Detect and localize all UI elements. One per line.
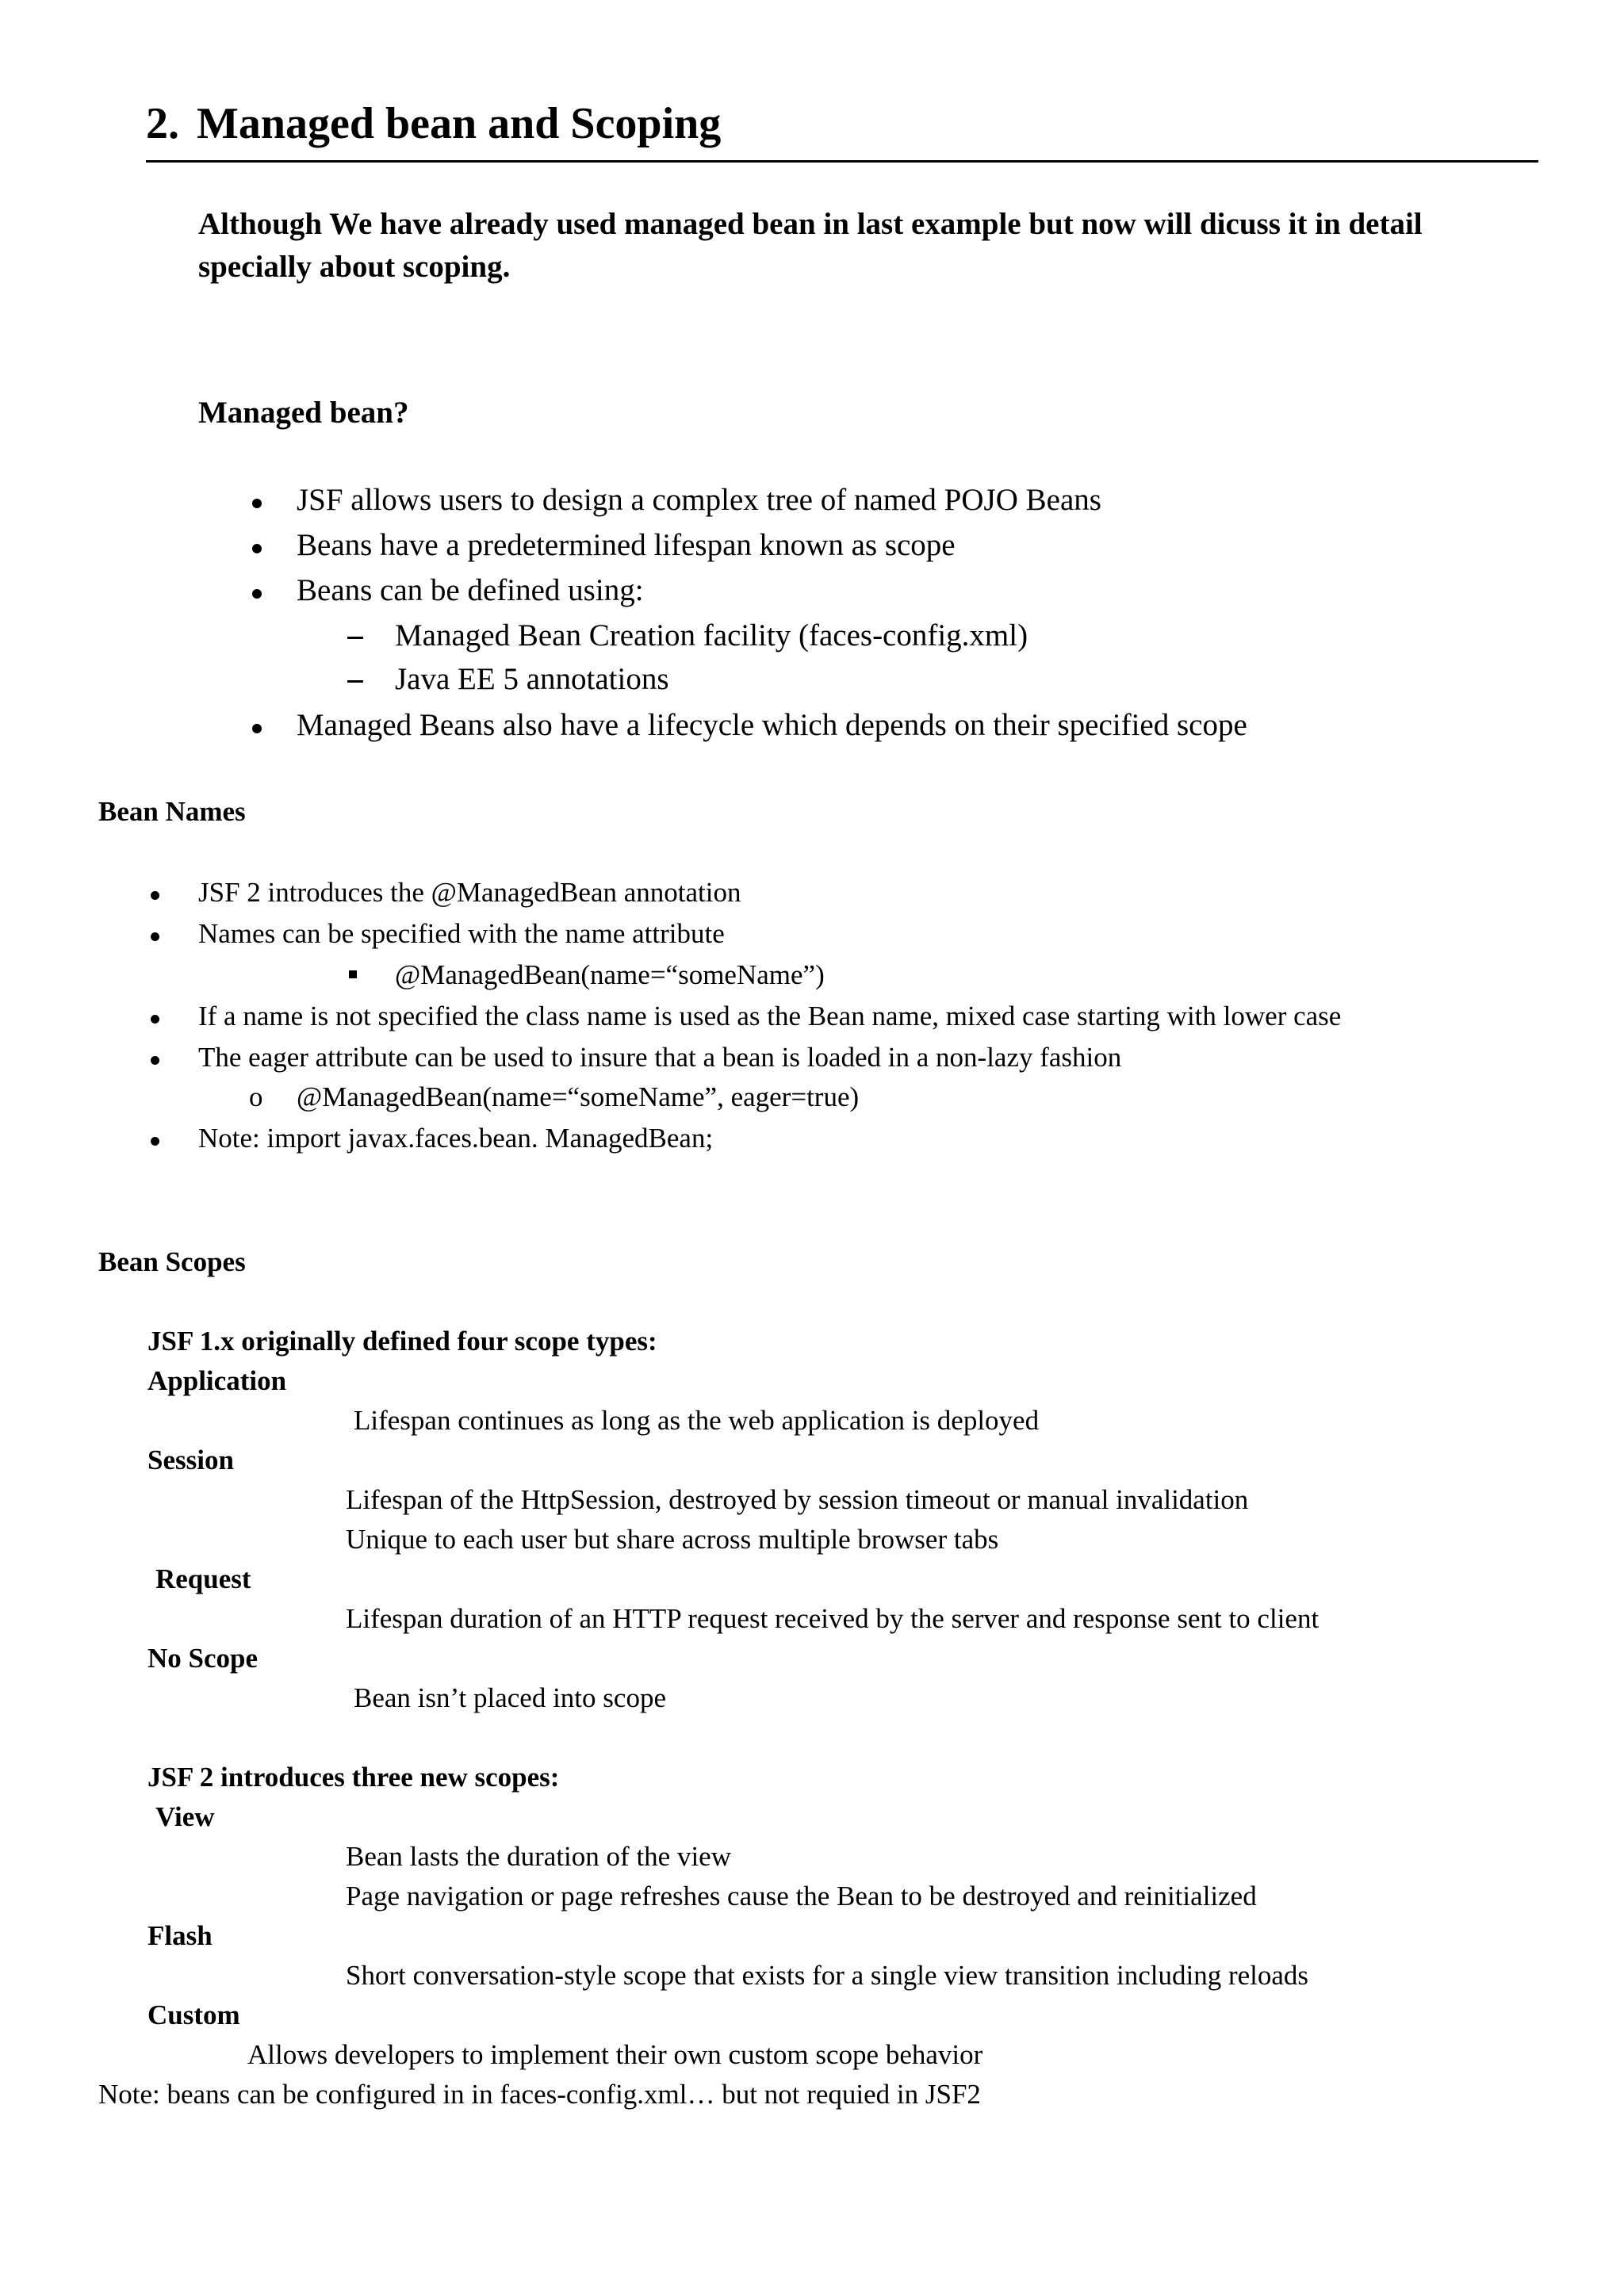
bullet-icon [151,932,159,941]
circle-bullet-icon: o [249,1081,263,1112]
scope-label-request: Request [155,1563,251,1594]
scopes-note: Note: beans can be configured in in faces-config.xml… but not requied in JSF2 [98,2079,981,2110]
bean-names-item-2: Names can be specified with the name attribute [198,918,725,949]
scope-label-view: View [155,1801,215,1832]
managed-bean-item-1: JSF allows users to design a complex tree of named POJO Beans [297,483,1101,517]
scope-desc-view-1: Bean lasts the duration of the view [346,1841,731,1872]
scope-label-noscope: No Scope [147,1643,259,1674]
bullet-icon [252,589,262,599]
jsf2-scopes-heading: JSF 2 introduces three new scopes: [147,1762,560,1793]
scope-desc-request: Lifespan duration of an HTTP request received by the server and response sent to client [346,1603,1320,1634]
intro-line-2: specially about scoping. [198,250,511,284]
scope-desc-view-2: Page navigation or page refreshes cause the Bean to be destroyed and reinitialized [346,1881,1257,1911]
scope-desc-noscope: Bean isn’t placed into scope [354,1682,666,1713]
scope-desc-flash: Short conversation-style scope that exists for a single view transition including reloads [346,1960,1309,1991]
managed-bean-subitem-2: Java EE 5 annotations [395,662,669,696]
scope-desc-session-1: Lifespan of the HttpSession, destroyed by session timeout or manual invalidation [346,1484,1249,1515]
managed-bean-item-2: Beans have a predetermined lifespan known as scope [297,528,956,562]
scope-label-flash: Flash [147,1920,213,1951]
managed-bean-item-4: Managed Beans also have a lifecycle which depends on their specified scope [297,708,1247,742]
bean-scopes-heading: Bean Scopes [98,1246,246,1277]
bullet-icon [151,1137,159,1146]
square-bullet-icon [349,970,357,978]
bean-names-item-3: If a name is not specified the class name is used as the Bean name, mixed case starting with lower case [198,1001,1342,1031]
bullet-icon [252,544,262,553]
bullet-icon [252,499,262,508]
bean-names-circle-item: @ManagedBean(name=“someName”, eager=true) [297,1081,860,1112]
scope-desc-session-2: Unique to each user but share across multiple browser tabs [346,1524,999,1555]
managed-bean-heading: Managed bean? [198,396,409,430]
scope-label-custom: Custom [147,1999,240,2030]
page-title-row [146,95,1538,163]
bean-names-heading: Bean Names [98,796,246,827]
bean-names-item-4: The eager attribute can be used to insure that a bean is loaded in a non-lazy fashion [198,1042,1122,1073]
scope-desc-application: Lifespan continues as long as the web application is deployed [354,1405,1040,1436]
dash-icon [347,680,363,683]
intro-line-1: Although We have already used managed bean in last example but now will dicuss it in detail [198,207,1423,241]
page-title: Managed bean and Scoping [197,99,722,148]
bean-names-square-item: @ManagedBean(name=“someName”) [395,959,825,990]
scope-label-session: Session [147,1445,234,1475]
bullet-icon [151,1015,159,1024]
managed-bean-subitem-1: Managed Bean Creation facility (faces-config.xml) [395,618,1028,652]
bullet-icon [252,724,262,733]
bean-names-item-1: JSF 2 introduces the @ManagedBean annotation [198,877,741,908]
bean-names-item-5: Note: import javax.faces.bean. ManagedBean; [198,1123,714,1154]
bullet-icon [151,1056,159,1065]
bullet-icon [151,891,159,900]
jsf1-scopes-heading: JSF 1.x originally defined four scope types: [147,1326,657,1357]
dash-icon [347,637,363,639]
scope-desc-custom: Allows developers to implement their own custom scope behavior [247,2039,983,2070]
section-number: 2. [146,99,179,148]
managed-bean-item-3: Beans can be defined using: [297,573,644,607]
scope-label-application: Application [147,1365,287,1396]
